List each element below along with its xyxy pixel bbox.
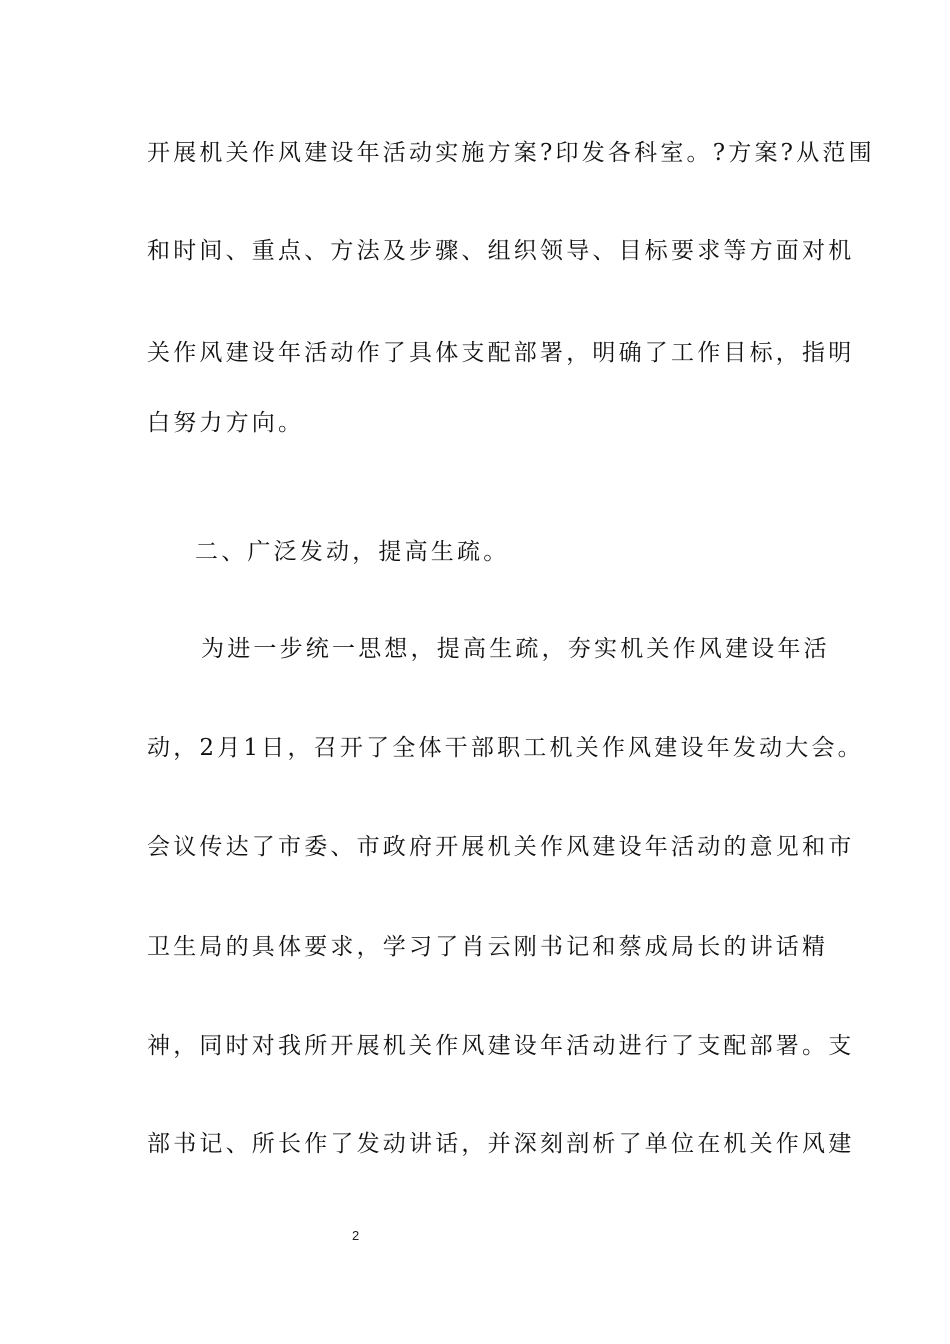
paragraph-first-line: 为进一步统一思想，提高生疏，夯实机关作风建设年活 [201, 636, 830, 662]
body-text-line: 神，同时对我所开展机关作风建设年活动进行了支配部署。支 [147, 1033, 855, 1059]
body-text-line: 会议传达了市委、市政府开展机关作风建设年活动的意见和市 [147, 834, 855, 860]
page-number: 2 [352, 1228, 360, 1243]
body-text-line: 和时间、重点、方法及步骤、组织领导、目标要求等方面对机 [147, 238, 855, 264]
body-text-line: 开展机关作风建设年活动实施方案?印发各科室。?方案?从范围 [147, 140, 875, 166]
body-text-line: 白努力方向。 [147, 410, 305, 436]
section-heading: 二、广泛发动，提高生疏。 [195, 539, 510, 565]
body-text-line: 关作风建设年活动作了具体支配部署，明确了工作目标，指明 [147, 340, 855, 366]
body-text-line: 卫生局的具体要求，学习了肖云刚书记和蔡成局长的讲话精 [147, 934, 829, 960]
body-text-line: 动，2月1日，召开了全体干部职工机关作风建设年发动大会。 [147, 735, 864, 761]
body-text-line: 部书记、所长作了发动讲话，并深刻剖析了单位在机关作风建 [147, 1131, 855, 1157]
